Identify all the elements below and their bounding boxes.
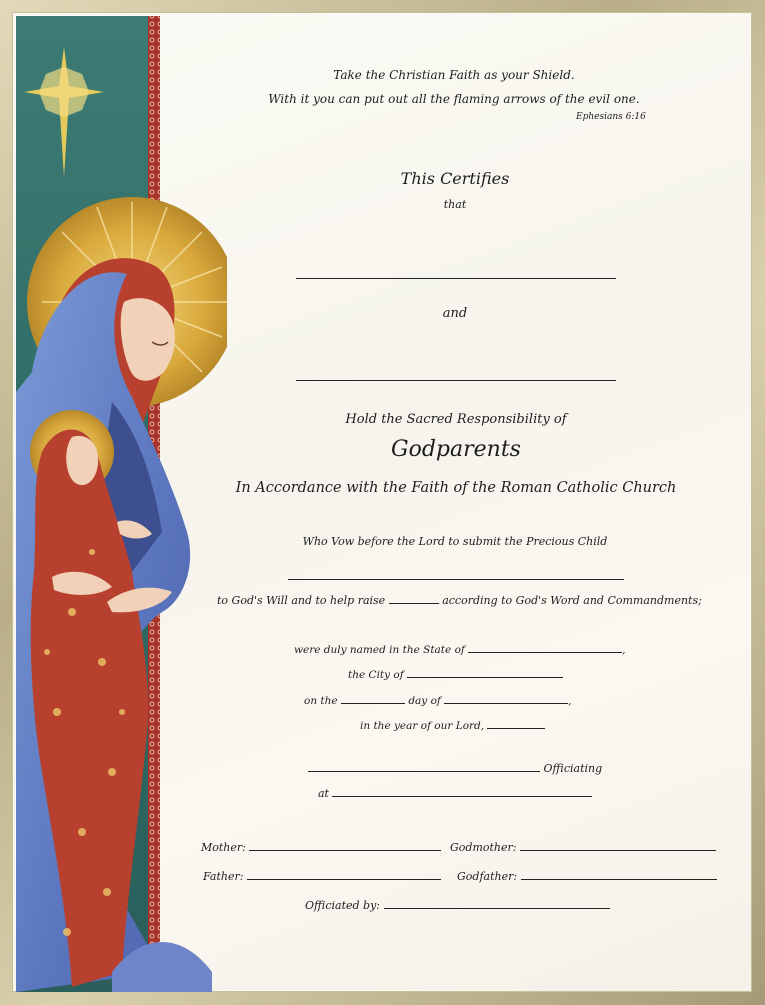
child-name-line[interactable]	[288, 579, 624, 580]
godmother-line	[450, 839, 716, 854]
mother-line	[201, 839, 441, 854]
responsibility-text: Hold the Sacred Responsibility of	[345, 412, 567, 427]
godparent-1-name-line[interactable]	[296, 278, 616, 279]
state-blank[interactable]	[468, 641, 622, 653]
year-label: in the year of our Lord,	[360, 720, 485, 732]
year-line	[360, 717, 545, 732]
father-label: Father:	[203, 870, 244, 883]
godmother-label: Godmother:	[450, 841, 517, 854]
state-comma: ,	[622, 644, 626, 656]
father-blank[interactable]	[247, 868, 441, 880]
date-comma: ,	[568, 695, 572, 707]
godfather-blank[interactable]	[521, 868, 717, 880]
accordance-text: In Accordance with the Faith of the Roman Catholic Church	[235, 480, 677, 496]
officiant-blank[interactable]	[308, 760, 540, 772]
will-start-text: to God's Will and to help raise	[217, 594, 386, 607]
mother-blank[interactable]	[249, 839, 441, 851]
godfather-line	[457, 868, 717, 883]
will-end-text: according to God's Word and Commandments;	[442, 594, 702, 607]
that-text: that	[443, 198, 467, 211]
this-certifies-heading: This Certifies	[400, 169, 510, 188]
verse-line-2: With it you can put out all the flaming arrows of the evil one.	[268, 92, 640, 106]
date-line	[304, 692, 571, 707]
month-blank[interactable]	[444, 692, 568, 704]
city-label: the City of	[348, 669, 404, 681]
officiating-label: Officiating	[543, 762, 603, 775]
on-the-label: on the	[304, 695, 338, 707]
day-blank[interactable]	[341, 692, 405, 704]
church-blank[interactable]	[332, 785, 592, 797]
godparents-title: Godparents	[391, 437, 521, 462]
day-of-label: day of	[408, 695, 441, 707]
year-blank[interactable]	[487, 717, 545, 729]
officiating-line	[308, 760, 602, 775]
officiated-by-blank[interactable]	[384, 897, 610, 909]
at-label: at	[318, 787, 329, 800]
vow-text: Who Vow before the Lord to submit the Precious Child	[302, 535, 608, 548]
madonna-child-illustration	[12, 12, 227, 992]
city-line	[348, 666, 563, 681]
godmother-blank[interactable]	[520, 839, 716, 851]
city-blank[interactable]	[407, 666, 563, 678]
godparent-2-name-line[interactable]	[296, 380, 616, 381]
will-line	[217, 592, 702, 607]
verse-line-1: Take the Christian Faith as your Shield.	[333, 68, 575, 82]
raise-blank[interactable]	[389, 592, 439, 604]
verse-reference: Ephesians 6:16	[576, 112, 646, 122]
and-text: and	[442, 306, 468, 321]
mother-label: Mother:	[201, 841, 246, 854]
state-line	[294, 641, 625, 656]
father-line	[203, 868, 441, 883]
certificate-paper	[12, 12, 752, 992]
at-line	[318, 785, 592, 800]
officiated-by-line	[305, 897, 610, 912]
state-label: were duly named in the State of	[294, 644, 465, 656]
officiated-by-label: Officiated by:	[305, 899, 380, 912]
godfather-label: Godfather:	[457, 870, 518, 883]
